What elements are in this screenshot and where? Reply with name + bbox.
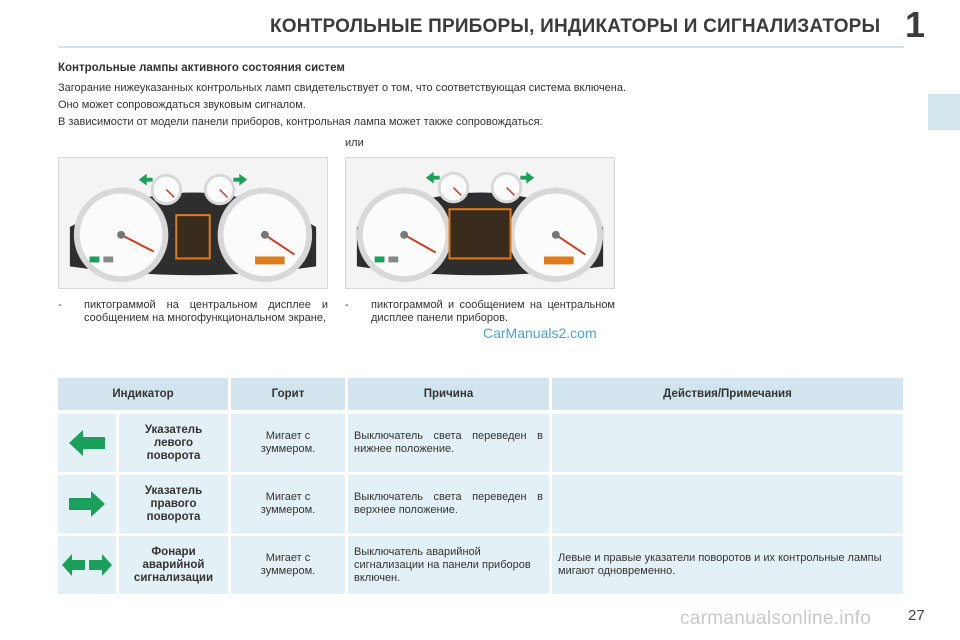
instrument-cluster-image-1 xyxy=(58,157,328,289)
chapter-side-tab xyxy=(928,94,960,130)
footer-watermark: carmanualsonline.info xyxy=(680,608,872,629)
indicator-name: Указатель левого поворота xyxy=(119,414,228,472)
caption-left-dash: - xyxy=(58,299,62,311)
watermark-link[interactable]: CarManuals2.com xyxy=(483,325,597,341)
caption-right-dash: - xyxy=(345,299,349,311)
page-title: КОНТРОЛЬНЫЕ ПРИБОРЫ, ИНДИКАТОРЫ И СИГНАЛИЗАТОРЫ xyxy=(270,16,881,37)
header-divider xyxy=(58,46,904,48)
right-arrow-icon xyxy=(67,489,107,519)
indicator-state: Мигает с зуммером. xyxy=(231,536,345,594)
indicator-name: Указатель правого поворота xyxy=(119,475,228,533)
indicator-icon-cell xyxy=(58,414,116,472)
instrument-cluster-image-2 xyxy=(345,157,615,289)
indicator-notes xyxy=(552,414,903,472)
intro-paragraph-3: В зависимости от модели панели приборов, контрольная лампа может также сопровождаться: xyxy=(58,116,543,128)
indicator-notes xyxy=(552,475,903,533)
intro-paragraph-1: Загорание нижеуказанных контрольных ламп свидетельствует о том, что соответствующая система включена. xyxy=(58,82,626,94)
column-header-indicator: Индикатор xyxy=(58,378,228,410)
intro-paragraph-2: Оно может сопровождаться звуковым сигналом. xyxy=(58,99,306,111)
column-header-cause: Причина xyxy=(348,378,549,410)
indicator-cause: Выключатель света переведен в нижнее положение. xyxy=(348,414,549,472)
caption-right-text: пиктограммой и сообщением на центральном дисплее панели приборов. xyxy=(371,299,615,324)
indicator-cause: Выключатель аварийной сигнализации на панели приборов включен. xyxy=(348,536,549,594)
indicator-state: Мигает с зуммером. xyxy=(231,475,345,533)
indicator-icon-cell xyxy=(58,536,116,594)
caption-left-text: пиктограммой на центральном дисплее и сообщением на многофункциональном экране, xyxy=(84,299,328,324)
chapter-number: 1 xyxy=(905,4,926,45)
left-arrow-icon xyxy=(67,428,107,458)
hazard-arrows-icon xyxy=(61,551,113,579)
page-number: 27 xyxy=(908,607,925,624)
indicator-icon-cell xyxy=(58,475,116,533)
indicator-notes: Левые и правые указатели поворотов и их контрольные лампы мигают одновременно. xyxy=(552,536,903,594)
indicator-state: Мигает с зуммером. xyxy=(231,414,345,472)
section-heading: Контрольные лампы активного состояния систем xyxy=(58,62,345,74)
indicator-name: Фонари аварийной сигнализации xyxy=(119,536,228,594)
column-header-state: Горит xyxy=(231,378,345,410)
indicator-cause: Выключатель света переведен в верхнее положение. xyxy=(348,475,549,533)
or-label: или xyxy=(345,137,364,149)
column-header-notes: Действия/Примечания xyxy=(552,378,903,410)
